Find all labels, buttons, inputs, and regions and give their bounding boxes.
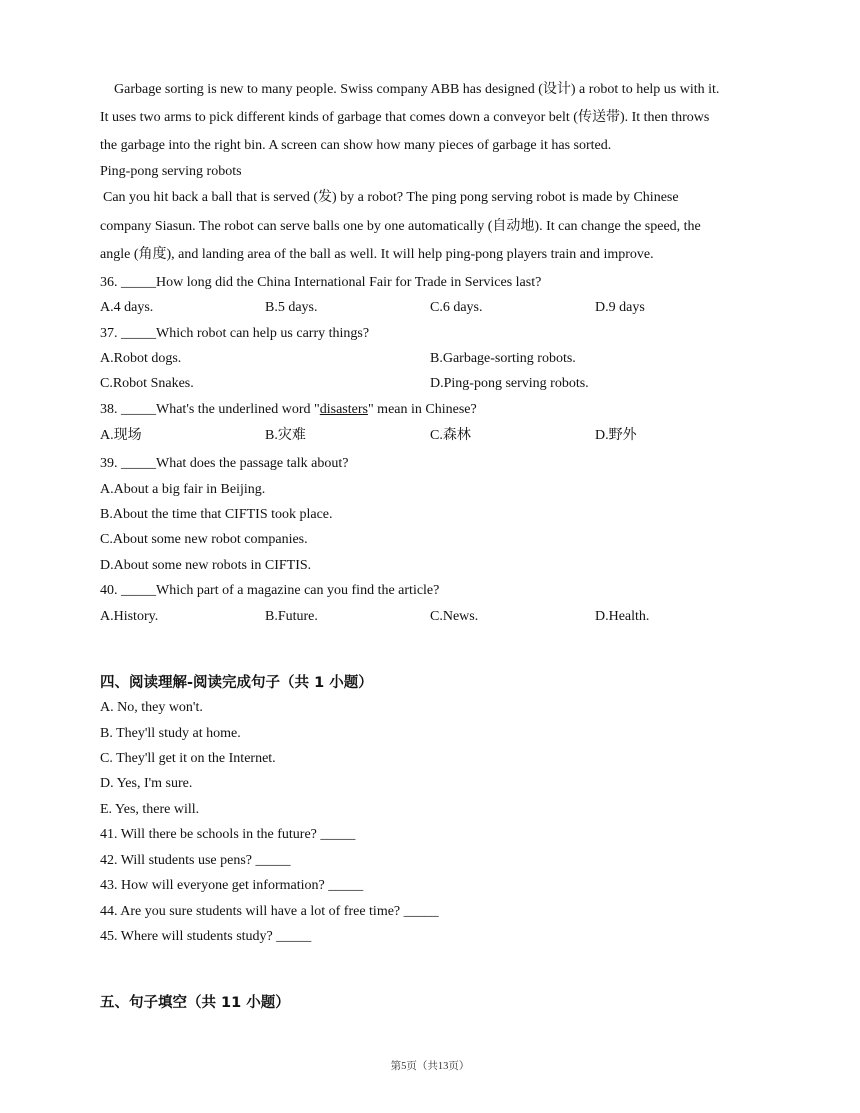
option-c[interactable]: C.About some new robot companies. (100, 532, 308, 547)
option-d[interactable]: D.野外 (595, 428, 637, 443)
passage-subheading: Ping-pong serving robots (100, 164, 242, 179)
passage-line: company Siasun. The robot can serve balls one by one automatically (自动地). It can change the speed, the (100, 219, 701, 234)
choice-item: D. Yes, I'm sure. (100, 776, 193, 791)
option-c[interactable]: C.News. (430, 609, 479, 624)
option-b[interactable]: B.Garbage-sorting robots. (430, 351, 576, 366)
passage-line: Garbage sorting is new to many people. Swiss company ABB has designed (设计) a robot to help us with it. (114, 82, 720, 97)
choice-item: A. No, they won't. (100, 700, 203, 715)
fill-item[interactable]: 42. Will students use pens? _____ (100, 853, 291, 868)
option-c[interactable]: C.Robot Snakes. (100, 376, 194, 391)
question-38-text: 38. _____What's the underlined word " (100, 402, 320, 417)
fill-item[interactable]: 45. Where will students study? _____ (100, 929, 312, 944)
option-a[interactable]: A.4 days. (100, 300, 154, 315)
passage-line: the garbage into the right bin. A screen can show how many pieces of garbage it has sorted. (100, 138, 612, 153)
question-39: 39. _____What does the passage talk about? (100, 456, 349, 471)
option-a[interactable]: A.History. (100, 609, 159, 624)
option-d[interactable]: D.About some new robots in CIFTIS. (100, 558, 312, 573)
fill-item[interactable]: 44. Are you sure students will have a lot of free time? _____ (100, 904, 439, 919)
section-heading: 五、句子填空（共 11 小题） (100, 995, 290, 1011)
passage-line: Can you hit back a ball that is served (发) by a robot? The ping pong serving robot is made by Chinese (103, 190, 679, 205)
option-b[interactable]: B.灾难 (265, 428, 306, 443)
option-d[interactable]: D.Health. (595, 609, 650, 624)
question-40: 40. _____Which part of a magazine can you find the article? (100, 583, 440, 598)
choice-item: B. They'll study at home. (100, 726, 241, 741)
fill-item[interactable]: 41. Will there be schools in the future? _____ (100, 827, 356, 842)
option-a[interactable]: A.About a big fair in Beijing. (100, 482, 266, 497)
question-38 (100, 401, 477, 419)
option-c[interactable]: C.森林 (430, 428, 471, 443)
question-37: 37. _____Which robot can help us carry things? (100, 326, 370, 341)
fill-item[interactable]: 43. How will everyone get information? _____ (100, 878, 364, 893)
option-b[interactable]: B.About the time that CIFTIS took place. (100, 507, 333, 522)
choice-item: E. Yes, there will. (100, 802, 200, 817)
option-a[interactable]: A.现场 (100, 428, 142, 443)
passage-line: It uses two arms to pick different kinds of garbage that comes down a conveyor belt (传送带). It then throws (100, 110, 710, 125)
question-36: 36. _____How long did the China International Fair for Trade in Services last? (100, 275, 542, 290)
choice-item: C. They'll get it on the Internet. (100, 751, 276, 766)
question-38-text-end: " mean in Chinese? (367, 402, 477, 417)
option-d[interactable]: D.9 days (595, 300, 645, 315)
passage-line: angle (角度), and landing area of the ball as well. It will help ping-pong players train and improve. (100, 247, 654, 262)
option-b[interactable]: B.5 days. (265, 300, 318, 315)
section-heading: 四、阅读理解-阅读完成句子（共 1 小题） (100, 675, 373, 691)
option-c[interactable]: C.6 days. (430, 300, 483, 315)
option-b[interactable]: B.Future. (265, 609, 318, 624)
underlined-word: disasters (319, 402, 368, 417)
option-d[interactable]: D.Ping-pong serving robots. (430, 376, 589, 391)
page-number: 第5页（共13页） (390, 1061, 470, 1072)
option-a[interactable]: A.Robot dogs. (100, 351, 182, 366)
